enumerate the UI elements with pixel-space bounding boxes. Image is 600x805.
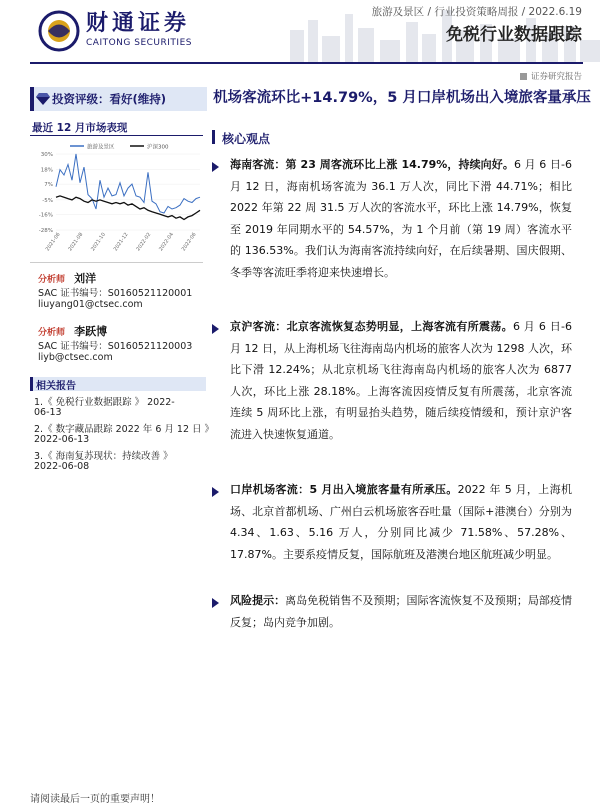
paragraph-hainan xyxy=(230,154,572,283)
x-tick-label: 2021-10 xyxy=(90,231,107,253)
paragraph-port xyxy=(230,479,572,565)
paragraph-lead: 口岸机场客流：5 月出入境旅客量有所承压。 xyxy=(230,483,458,496)
paragraph-body: 离岛免税销售不及预期；国际客流恢复不及预期；局部疫情反复；岛内竞争加剧。 xyxy=(230,594,573,629)
performance-divider xyxy=(30,135,203,136)
caitong-logo xyxy=(38,10,80,52)
y-tick-label: -28% xyxy=(38,228,53,234)
header-divider xyxy=(30,62,583,64)
x-tick-label: 2022-02 xyxy=(135,231,153,253)
related-report-date: 2022-06-08 xyxy=(34,461,90,472)
analyst-name: 刘洋 xyxy=(74,272,97,285)
paragraph-lead: 京沪客流：北京客流恢复态势明显，上海客流有所震荡。 xyxy=(230,320,513,333)
analyst-name: 李跃博 xyxy=(74,325,108,338)
y-tick-label: 7% xyxy=(44,182,53,189)
diamond-icon xyxy=(36,92,50,105)
legend-label: 旅游及景区 xyxy=(87,144,115,151)
related-report-date: 06-13 xyxy=(34,407,62,418)
analyst-cert: SAC 证书编号：S0160521120003 xyxy=(38,341,193,352)
bullet-icon xyxy=(212,162,219,172)
performance-chart xyxy=(30,138,205,258)
analysts-divider xyxy=(30,262,203,263)
paragraph-body: 6 月 6 日-6 月 12 日，从上海机场飞往海南岛内机场的旅客人次为 1298 人次，环比下滑 12.24%；从北京机场飞往海南岛内机场的旅客人次为 6877 人次，环比上涨 28.18%。上海客流因疫情反复有所震荡，北京客流连续 5 周环比上涨，有明显抬头趋势，随后续疫情缓和，预计京沪客流进入快速恢复通道。 xyxy=(230,320,572,441)
analyst-2 xyxy=(38,320,107,339)
report-headline: 机场客流环比+14.79%，5 月口岸机场出入境旅客量承压 xyxy=(213,90,591,106)
x-tick-label: 2021-12 xyxy=(112,231,130,253)
y-tick-label: 30% xyxy=(40,152,53,158)
bars-icon xyxy=(520,73,527,80)
performance-title: 最近 12 月市场表现 xyxy=(32,122,128,134)
analyst-email[interactable]: liuyang01@ctsec.com xyxy=(38,299,143,310)
breadcrumb: 旅游及景区 / 行业投资策略周报 / 2022.6.19 xyxy=(371,6,582,18)
related-reports-title: 相关报告 xyxy=(36,381,76,392)
y-tick-label: -16% xyxy=(38,212,53,219)
report-type-label: 证券研究报告 xyxy=(520,70,582,82)
series-line-csi300 xyxy=(56,196,200,220)
x-tick-label: 2022-06 xyxy=(180,231,198,253)
related-report-date: 2022-06-13 xyxy=(34,434,90,445)
analyst-cert: SAC 证书编号：S0160521120001 xyxy=(38,288,193,299)
investment-rating: 投资评级：看好(维持) xyxy=(52,92,167,106)
analyst-label: 分析师 xyxy=(38,328,66,338)
paragraph-risk xyxy=(230,590,572,633)
brand-name-en: CAITONG SECURITIES xyxy=(86,38,192,48)
paragraph-body: 6 月 6 日-6 月 12 日，海南机场客流为 36.1 万人次，同比下滑 44.71%；相比 2022 年第 22 周 31.5 万人次的客流水平，环比上涨 14.79%，恢复至 2019 年同期水平的 54.57%，为 1 个月前（第 19 周）客流水平的 136.53%。我们认为海南客流持续向好，在后续暑期、国庆假期、冬季等客流旺季将迎来快速增长。 xyxy=(230,158,572,279)
analyst-1 xyxy=(38,267,96,286)
bullet-icon xyxy=(212,598,219,608)
paragraph-jinghu xyxy=(230,316,572,445)
y-tick-label: -5% xyxy=(42,197,53,204)
analyst-email[interactable]: liyb@ctsec.com xyxy=(38,352,113,363)
report-title: 免税行业数据跟踪 xyxy=(446,25,582,45)
related-report-link[interactable]: 1.《 免税行业数据跟踪 》 2022- xyxy=(34,397,175,408)
legend-label: 沪深300 xyxy=(147,144,169,151)
core-section-marker xyxy=(212,130,215,144)
core-section-title: 核心观点 xyxy=(222,132,271,146)
x-tick-label: 2022-04 xyxy=(158,231,175,253)
brand-name-cn: 财通证券 xyxy=(86,11,191,36)
bullet-icon xyxy=(212,487,219,497)
paragraph-lead: 海南客流：第 23 周客流环比上涨 14.79%，持续向好。 xyxy=(230,158,514,171)
analyst-label: 分析师 xyxy=(38,275,66,285)
y-tick-label: 18% xyxy=(40,167,53,174)
series-line-tourism xyxy=(56,154,200,213)
related-report-link[interactable]: 3.《 海南复苏现状：持续改善 》 xyxy=(34,451,173,462)
paragraph-body: 2022 年 5 月，上海机场、北京首都机场、广州白云机场旅客吞吐量（国际+港澳台）分别为 4.34、1.63、5.16 万人，分别同比减少 71.58%、57.28%、17.87%。主要系疫情反复，国际航班及港澳台地区航班减少明显。 xyxy=(230,483,573,561)
related-report-link[interactable]: 2.《 数字藏品跟踪 2022 年 6 月 12 日 》 xyxy=(34,424,215,435)
paragraph-lead: 风险提示： xyxy=(230,594,286,607)
x-tick-label: 2021-06 xyxy=(44,231,62,253)
x-tick-label: 2021-08 xyxy=(67,231,85,253)
bullet-icon xyxy=(212,324,219,334)
footer-disclaimer: 请阅读最后一页的重要声明！ xyxy=(30,794,160,805)
